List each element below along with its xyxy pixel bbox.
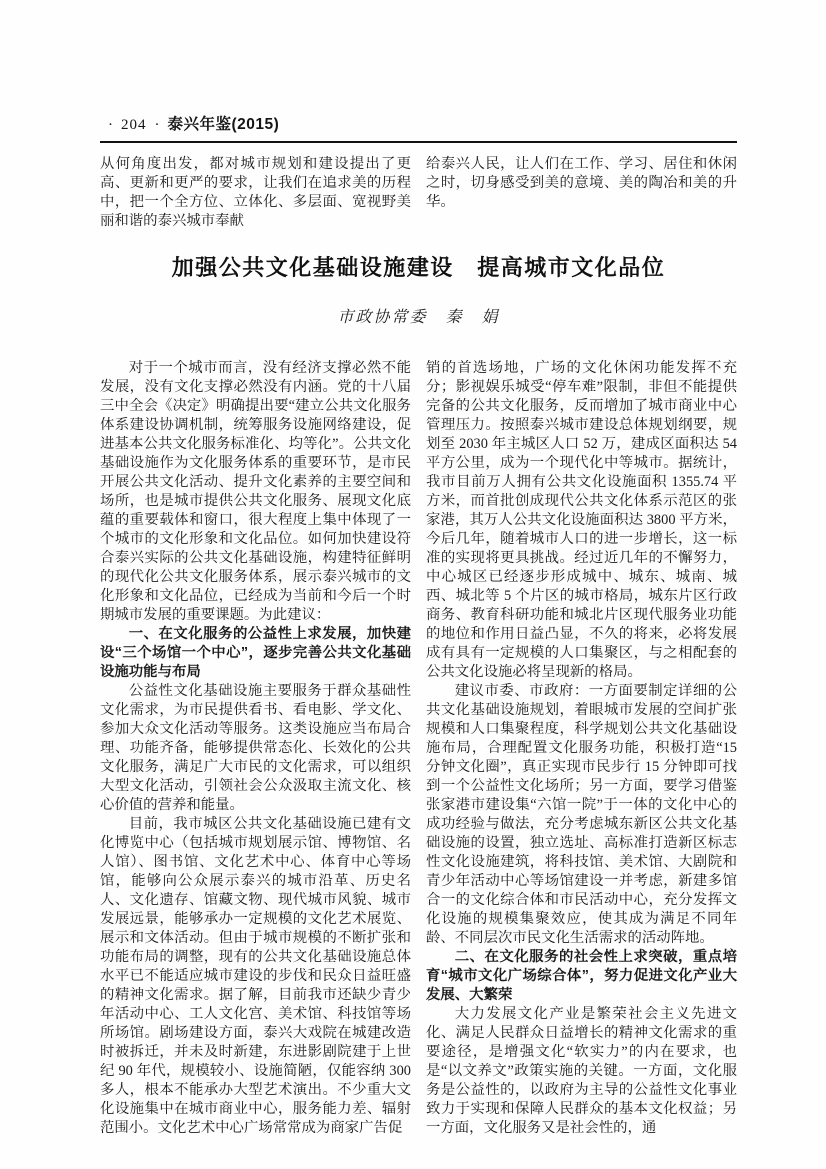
intro-left-text: 从何角度出发，都对城市规划和建设提出了更高、更新和更严的要求，让我们在追求美的历程中，把一个全方位、立体化、多层面、宽视野美丽和谐的泰兴城市奉献 [100,156,411,229]
intro-section [100,155,737,231]
section-heading-1: 一、在文化服务的公益性上求发展，加快建设“三个场馆一个中心”，逐步完善公共文化基础设施功能与布局 [100,626,411,680]
running-header [100,115,737,135]
section-heading-2: 二、在文化服务的社会性上求突破，重点培育“城市文化广场综合体”，努力促进文化产业大发展、大繁荣 [426,949,737,1003]
intro-right-text: 给泰兴人民，让人们在工作、学习、居住和休闲之时，切身感受到美的意境、美的陶冶和美的升华。 [426,156,737,210]
book-title: 泰兴年鉴(2015) [167,116,280,133]
article-body [100,359,737,1138]
article-author: 市政协常委 秦 娟 [337,309,500,326]
header-dot-right: · [154,117,160,133]
intro-right-column [426,155,737,231]
paragraph: 大力发展文化产业是繁荣社会主义先进文化、满足人民群众日益增长的精神文化需求的重要途径，是增强文化“软实力”的内在要求，也是“以文养文”政策实施的关键。一方面，文化服务是公益性的，以政府为主导的公益性文化事业致力于实现和保障人民群众的基本文化权益；另一方面，文化服务又是社会性的，通 [426,1006,737,1136]
page-content [100,0,737,1138]
body-left-column [100,359,411,1138]
paragraph: 对于一个城市而言，没有经济支撑必然不能发展，没有文化支撑必然没有内涵。党的十八届三中全会《决定》明确提出要“建立公共文化服务体系建设协调机制，统筹服务设施网络建设，促进基本公共文化服务标准化、均等化”。公共文化基础设施作为文化服务体系的重要环节，是市民开展公共文化活动、提升文化素养的主要空间和场所，也是城市提供公共文化服务、展现文化底蕴的重要载体和窗口，很大程度上集中体现了一个城市的文化形象和文化品位。如何加快建设符合泰兴实际的公共文化基础设施，构建特征鲜明的现代化公共文化服务体系，展示泰兴城市的文化形象和文化品位，已经成为当前和今后一个时期城市发展的重要课题。为此建议： [100,360,411,623]
paragraph-continuation: 销的首选场地，广场的文化休闲功能发挥不充分；影视娱乐城受“停车难”限制，非但不能提供完备的公共文化服务，反而增加了城市商业中心管理压力。按照泰兴城市建设总体规划纲要，规划至 2030 年主城区人口 52 万，建成区面积达 54 平方公里，成为一个现代化中等城市。据统计，我市目前万人拥有公共文化设施面积 1355.74 平方米，而首批创成现代公共文化体系示范区的张家港，其万人公共文化设施面积达 3800 平方米，今后几年，随着城市人口的进一步增长，这一标准的实现将更具挑战。经过近几年的不懈努力，中心城区已经逐步形成城中、城东、城南、城西、城北等 5 个片区的城市格局，城东片区行政商务、教育科研功能和城北片区现代服务业功能的地位和作用日益凸显，不久的将来，必将发展成有具有一定规模的人口集聚区，与之相配套的公共文化设施必将呈现新的格局。 [426,360,737,680]
page-number: 204 [121,117,147,133]
intro-left-column [100,155,411,231]
paragraph: 目前，我市城区公共文化基础设施已建有文化博览中心（包括城市规划展示馆、博物馆、名人馆）、图书馆、文化艺术中心、体育中心等场馆，能够向公众展示泰兴的城市沿革、历史名人、文化遗存、馆藏文物、现代城市风貌、城市发展远景，能够承办一定规模的文化艺术展览、展示和文体活动。但由于城市规模的不断扩张和功能布局的调整，现有的公共文化基础设施总体水平已不能适应城市建设的步伐和民众日益旺盛的精神文化需求。据了解，目前我市还缺少青少年活动中心、工人文化宫、美术馆、科技馆等场所场馆。剧场建设方面，泰兴大戏院在城建改造时被拆迁，并未及时新建，东进影剧院建于上世纪 90 年代，规模较小、设施简陋，仅能容纳 300 多人，根本不能承办大型艺术演出。不少重大文化设施集中在城市商业中心，服务能力差、辐射范围小。文化艺术中心广场常常成为商家广告促 [100,816,411,1136]
header-rule [100,141,737,143]
paragraph: 公益性文化基础设施主要服务于群众基础性文化需求，为市民提供看书、看电影、学文化、参加大众文化活动等服务。这类设施应当布局合理、功能齐备，能够提供常态化、长效化的公共文化服务，满足广大市民的文化需求，可以组织大型文化活动，引领社会公众汲取主流文化、核心价值的营养和能量。 [100,683,411,813]
paragraph: 建议市委、市政府：一方面要制定详细的公共文化基础设施规划，着眼城市发展的空间扩张规模和人口集聚程度，科学规划公共文化基础设施布局，合理配置文化服务功能，积极打造“15 分钟文化圈”，真正实现市民步行 15 分钟即可找到一个公益性文化场所；另一方面，要学习借鉴张家港市建设集“六馆一院”于一体的文化中心的成功经验与做法，充分考虑城东新区公共文化基础设施的设置，独立选址、高标准打造新区标志性文化设施建筑，将科技馆、美术馆、大剧院和青少年活动中心等场馆建设一并考虑，新建多馆合一的文化综合体和市民活动中心，充分发挥文化设施的规模集聚效应，使其成为满足不同年龄、不同层次市民文化生活需求的活动阵地。 [426,683,737,946]
body-right-column [426,359,737,1138]
article-title: 加强公共文化基础设施建设 提高城市文化品位 [171,255,666,280]
header-dot-left: · [108,117,113,133]
